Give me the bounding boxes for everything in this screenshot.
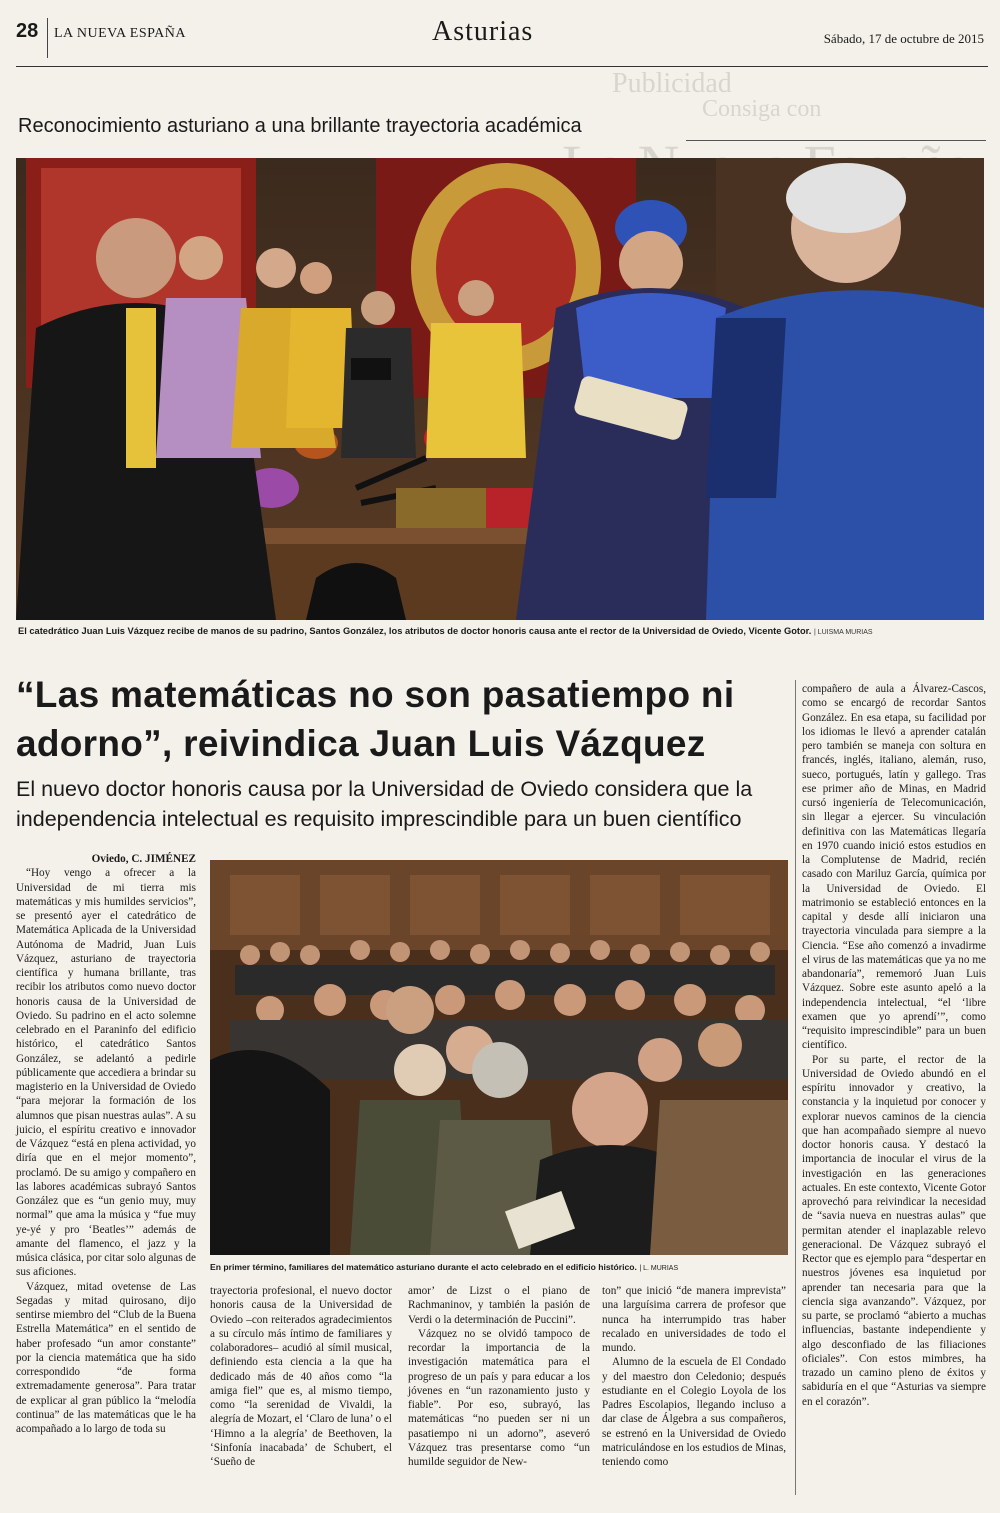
topic-banner: Reconocimiento asturiano a una brillante trayectoria académica (18, 115, 582, 137)
body-column-bottom-2 (408, 1284, 590, 1469)
publication-date: Sábado, 17 de octubre de 2015 (823, 31, 984, 46)
header-divider (47, 18, 48, 58)
caption-text: El catedrático Juan Luis Vázquez recibe de manos de su padrino, Santos González, los atributos de doctor honoris causa ante el rector de la Universidad de Oviedo, Vicente Gotor. (18, 626, 812, 636)
body-paragraph: compañero de aula a Álvarez-Cascos, como se encargó de recordar Santos González. En esa etapa, su facilidad por los idiomas le llevó a aprender catalán pero también se maneja con soltura en francés, inglés, italiano, alemán, ruso, sueco, portugués, latín y gallego. Tras ese primer año de Minas, en Madrid cursó ingeniería de Telecomunicación, sin llegar a ejercer. Su vinculación definitiva con las Matemáticas llegaría en 1970 cuando inició estos estudios en la Complutense de Madrid, recién casado con Mariluz García, química por la Universidad de Oviedo. El matrimonio se estableció entonces en la capital y desde allí iniciaron una trayectoria vinculada para siempre a la Ciencia. “Ese año comenzó a invadirme el virus de las matemáticas que ya no me abandonaría”, rememoró Juan Luis Vázquez. Sobre este asunto apeló a la independencia intelectual, “el ‘libre examen que yo aprendí’”, como “requisito imprescindible” para un buen científico. (802, 683, 986, 1052)
byline: Oviedo, C. JIMÉNEZ (91, 853, 196, 865)
subheadline: El nuevo doctor honoris causa por la Universidad de Oviedo considera que la independencia intelectual es requisito imprescindible para un buen científico (16, 777, 753, 831)
photo-credit-text: LUISMA MURIAS (817, 629, 873, 636)
newspaper-name: LA NUEVA ESPAÑA (54, 26, 186, 41)
body-column-bottom-1 (210, 1284, 392, 1469)
body-paragraph: Por su parte, el rector de la Universidad de Oviedo abundó en el espíritu innovador y creativo, la constancia y la inquietud por conocer y explorar nuevos caminos de la ciencia que han acompañado siempre al nuevo doctor honoris causa. Y destacó la importancia de inocular el virus de la investigación en las generaciones actuales. En este contexto, Vicente Gotor aprovechó para reivindicar la necesidad de “savia nueva en nuestras aulas” que permitan atender el inaplazable relevo generacional. De Vázquez subrayó el Rector que es ejemplo para “despertar en nuestros jóvenes esa inquietud por aprender tan necesaria para que la ciencia siga avanzando”. Vázquez, por su parte, se proclamó “abierto a muchas influencias, bastante independiente y algo desconfiado de las filiaciones oficiales”. Con estos mimbres, ha trazado un camino pleno de éxitos y sabiduría en el que “Asturias va siempre en el corazón”. (802, 1053, 986, 1408)
audience-photo (210, 860, 788, 1255)
body-column-right (802, 682, 986, 1409)
section-title: Asturias (432, 16, 534, 47)
body-column-bottom-3 (602, 1284, 786, 1469)
ad-bleed-line: Publicidad (612, 70, 732, 99)
main-photo-caption (18, 626, 984, 636)
caption-text: En primer término, familiares del matemático asturiano durante el acto celebrado en el edificio histórico. (210, 1262, 637, 1272)
body-paragraph: trayectoria profesional, el nuevo doctor honoris causa de la Universidad de Oviedo –con reiterados agradecimientos a su círculo más íntimo de familiares y colaboradores– acudió al símil musical, definiendo esta ciencia a la que ha dedicado más de 40 años como “la amiga fiel” que es, al mismo tiempo, como “la serenidad de Vivaldi, la alegría de Mozart, el ‘Claro de luna’ o el ‘Himno a la alegría’ de Beethoven, la ‘Sinfonía inacabada’ de Schubert, el ‘Sueño de (210, 1285, 392, 1468)
body-paragraph: Alumno de la escuela de El Condado y del maestro don Celedonio; después estudiante en el Colegio Loyola de los Padres Escolapios, llegando incluso a dar clase de Álgebra a sus compañeros, se estrenó en la Universidad de Oviedo matriculándose en los estudios de Minas, teniendo como (602, 1356, 786, 1468)
body-paragraph: Vázquez no se olvidó tampoco de recordar la importancia de la investigación matemática para el progreso de un país y para educar a los jóvenes en “un razonamiento justo y fiable”. Por eso, subrayó, las matemáticas “no pueden ser ni un pasatiempo ni un adorno”, aseveró Vázquez tras presentarse como “un humilde seguidor de New- (408, 1327, 590, 1468)
headline: “Las matemáticas no son pasatiempo ni adorno”, reivindica Juan Luis Vázquez (16, 674, 735, 764)
body-paragraph: amor’ de Lizst o el piano de Rachmaninov, y también la pasión de Verdi o la determinación de Puccini”. (408, 1285, 590, 1326)
main-photo (16, 158, 984, 620)
photo-credit: | L. MURIAS (639, 1265, 679, 1272)
body-column-left (16, 852, 196, 1436)
body-paragraph: “Hoy vengo a ofrecer a la Universidad de mi tierra mis matemáticas y mis humildes servicios”, se presentó ayer el catedrático de Matemática Aplicada de la Universidad Autónoma de Madrid, Juan Luis Vázquez, asturiano de trayectoria científica y humana brillante, tras recibir los atributos como nuevo doctor honoris causa de la Universidad de Oviedo. Su padrino en el acto solemne celebrado en el Paraninfo del edificio histórico, el catedrático Santos González, se adelantó a pedirle públicamente que accediera a brindar su magisterio en la Universidad de Oviedo “para mejorar la formación de los alumnos que pisan nuestras aulas”. A su juicio, el espíritu creativo e innovador de Vázquez “está en plena actividad, yo diría que en el mejor momento”, proclamó. De su amigo y compañero en las labores académicas subrayó Santos González que es “un genio muy, muy normal” que ama la música y “fue muy ye-yé y pro ‘Beatles’” además de amante del flamenco, el jazz y la música clásica, por citar solo algunas de sus aficiones. (16, 867, 196, 1279)
body-paragraph: ton” que inició “de manera imprevista” una larguísima carrera de profesor que nunca ha interrumpido tras haber recalado en universidades de todo el mundo. (602, 1285, 786, 1354)
photo-credit: | LUISMA MURIAS (813, 629, 873, 636)
column-rule (795, 680, 796, 1495)
photo-credit-text: L. MURIAS (643, 1265, 679, 1272)
topic-rule (686, 140, 986, 141)
ad-bleed-line: Consiga con (702, 96, 822, 122)
page-number: 28 (16, 20, 39, 42)
body-paragraph: Vázquez, mitad ovetense de Las Segadas y mitad quirosano, dijo sentirse miembro del “Club de la Buena Estrella Matemática” en el sentido de haber profesado “un amor constante” por la ciencia matemática que ha sido correspondido “de forma extremadamente generosa”. Para tratar de explicar al gran público la “melodía continua” de las matemáticas que le ha acompañado a lo largo de toda su (16, 1280, 196, 1435)
audience-photo-caption (210, 1262, 788, 1272)
header-rule (16, 66, 988, 67)
